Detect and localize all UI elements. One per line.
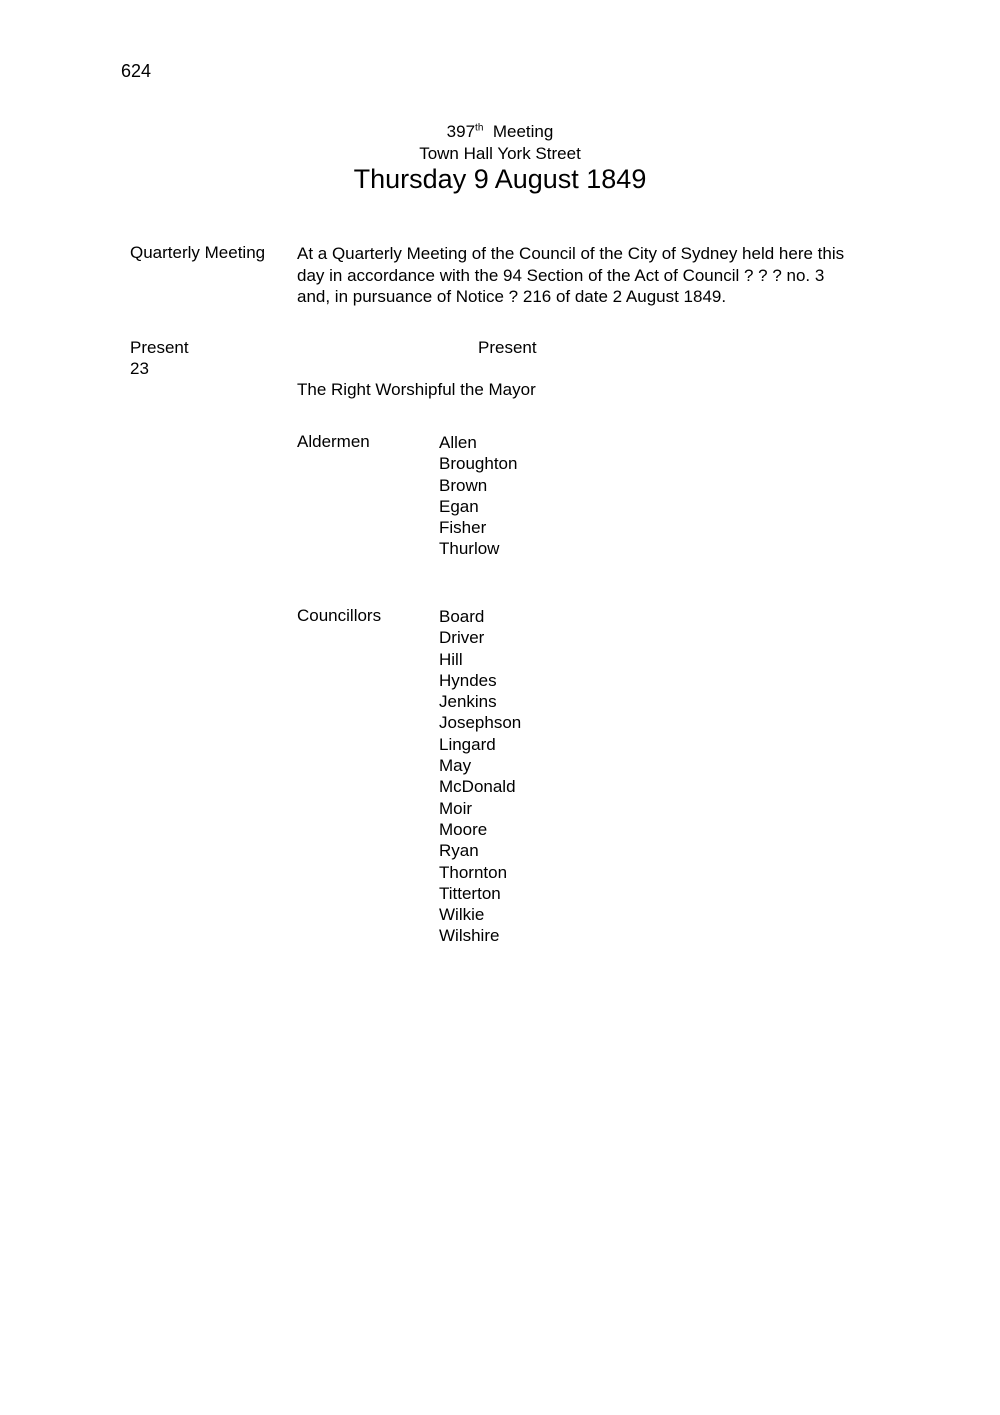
meeting-number-suffix: th xyxy=(475,122,484,134)
councillor-name: Hill xyxy=(439,649,463,669)
councillor-name: Wilkie xyxy=(439,905,485,925)
aldermen-list xyxy=(439,432,517,560)
councillor-name: Moir xyxy=(439,798,473,818)
paragraph-line: day in accordance with the 94 Section of the Act of Council ? ? ? no. 3 xyxy=(297,265,825,285)
page-number: 624 xyxy=(121,61,152,81)
councillor-name: Josephson xyxy=(439,713,522,733)
councillors-list xyxy=(439,606,521,947)
alderman-name: Egan xyxy=(439,496,479,516)
councillor-name: Moore xyxy=(439,819,488,839)
quarterly-paragraph xyxy=(297,243,907,308)
present-heading: Present xyxy=(478,338,537,357)
councillor-name: Hyndes xyxy=(439,670,497,690)
councillor-name: Driver xyxy=(439,628,485,648)
councillor-name: Jenkins xyxy=(439,692,497,712)
meeting-date: Thursday 9 August 1849 xyxy=(353,164,647,194)
paragraph-line: At a Quarterly Meeting of the Council of the City of Sydney held here this xyxy=(297,244,845,263)
alderman-name: Allen xyxy=(439,433,477,452)
councillor-name: Board xyxy=(439,607,485,626)
councillor-name: May xyxy=(439,756,472,776)
alderman-name: Thurlow xyxy=(439,539,500,559)
councillors-label: Councillors xyxy=(297,606,382,625)
alderman-name: Fisher xyxy=(439,518,487,538)
alderman-name: Brown xyxy=(439,475,488,495)
meeting-word: Meeting xyxy=(492,122,554,141)
alderman-name: Broughton xyxy=(439,454,518,474)
councillor-name: Lingard xyxy=(439,734,496,754)
councillor-name: McDonald xyxy=(439,777,516,797)
meeting-number-line xyxy=(0,122,1000,142)
meeting-number: 397 xyxy=(446,122,476,141)
councillor-name: Wilshire xyxy=(439,926,500,946)
councillor-name: Ryan xyxy=(439,841,479,861)
paragraph-line: and, in pursuance of Notice ? 216 of date 2 August 1849. xyxy=(297,287,727,306)
councillor-name: Titterton xyxy=(439,883,501,903)
margin-label-quarterly: Quarterly Meeting xyxy=(130,243,266,262)
aldermen-label: Aldermen xyxy=(297,432,370,451)
meeting-venue: Town Hall York Street xyxy=(419,144,581,163)
councillor-name: Thornton xyxy=(439,862,508,882)
margin-label-present: Present xyxy=(130,338,189,357)
present-count: 23 xyxy=(130,359,149,378)
mayor-line: The Right Worshipful the Mayor xyxy=(297,380,536,399)
